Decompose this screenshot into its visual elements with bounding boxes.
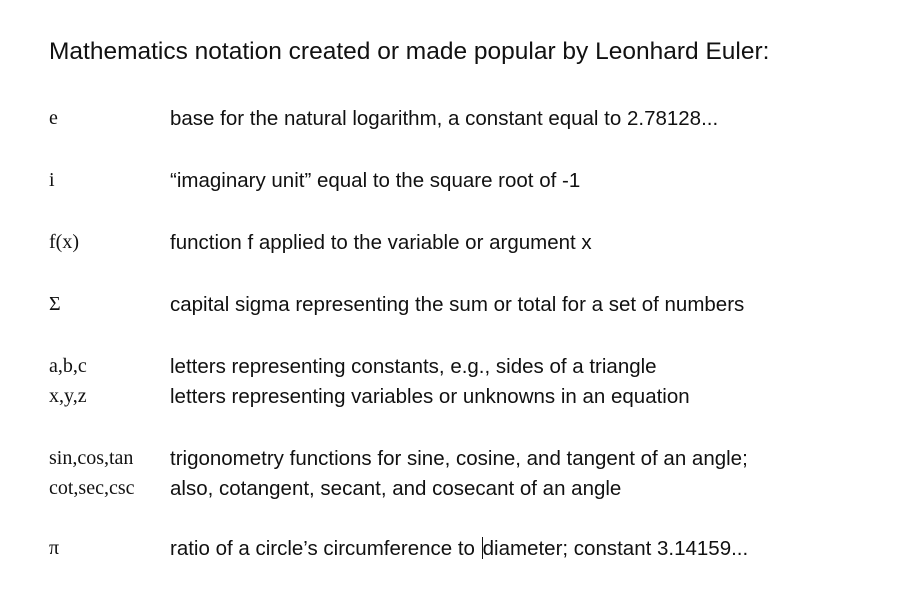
page-title: Mathematics notation created or made popular by Leonhard Euler:	[49, 38, 770, 65]
description-text-after-cursor: diameter; constant 3.14159...	[482, 537, 749, 560]
notation-symbol: a,b,c	[49, 355, 87, 377]
description-text-before-cursor: ratio of a circle’s circumference to	[170, 537, 481, 560]
notation-description: letters representing constants, e.g., sides of a triangle	[170, 355, 657, 378]
notation-description: also, cotangent, secant, and cosecant of an angle	[170, 477, 622, 500]
notation-row-abc	[0, 355, 910, 385]
notation-row-cot-sec-csc	[0, 477, 910, 507]
notation-row-e	[0, 107, 910, 137]
notation-row-xyz	[0, 385, 910, 415]
notation-symbol: Σ	[49, 293, 61, 315]
notation-symbol: f(x)	[49, 231, 79, 253]
notation-description: function f applied to the variable or argument x	[170, 231, 592, 254]
notation-symbol: π	[49, 537, 60, 559]
notation-row-fx	[0, 231, 910, 261]
notation-description: capital sigma representing the sum or total for a set of numbers	[170, 293, 745, 316]
notation-row-i	[0, 169, 910, 199]
notation-symbol: sin,cos,tan	[49, 447, 134, 469]
notation-description: trigonometry functions for sine, cosine, and tangent of an angle;	[170, 447, 748, 470]
notation-symbol: i	[49, 169, 55, 191]
notation-description: letters representing variables or unknowns in an equation	[170, 385, 690, 408]
notation-row-sigma	[0, 293, 910, 323]
notation-symbol: cot,sec,csc	[49, 477, 135, 499]
notation-description: base for the natural logarithm, a constant equal to 2.78128...	[170, 107, 719, 130]
notation-row-sin-cos-tan	[0, 447, 910, 477]
notation-symbol: x,y,z	[49, 385, 87, 407]
notation-description: “imaginary unit” equal to the square root of -1	[170, 169, 581, 192]
notation-row-pi	[0, 537, 910, 567]
notation-description-editable[interactable]	[170, 537, 748, 561]
notation-symbol: e	[49, 107, 58, 129]
